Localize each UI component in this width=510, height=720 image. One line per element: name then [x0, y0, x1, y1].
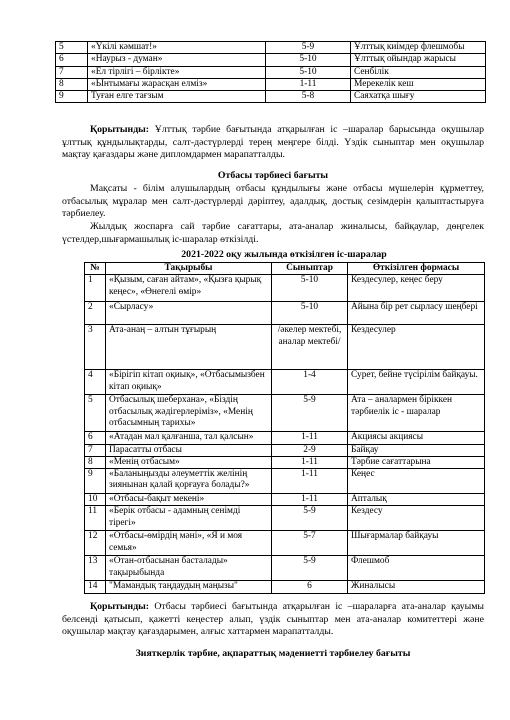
events-table-continued-body	[56, 42, 486, 103]
conclusion-text: Отбасы тәрбиесі бағытында атқарылған іс –шараларға ата-аналар қауымы белсенді қатысып, қажетті кеңестер алып, үздік сыныптар мен ата-аналар комитеттері және оқушылар мақтау қағаздарымен, алғыс хаттармен марапатталды.	[62, 601, 484, 637]
event-title: «Ынтымағы жарасқан елміз»	[88, 78, 266, 90]
event-title: "Мамандық таңдаудың маңызы"	[106, 581, 272, 593]
row-number: 11	[85, 506, 106, 531]
event-title: «Менің отбасым»	[106, 456, 272, 468]
event-form: Тәрбие сағаттарына	[348, 456, 485, 468]
table-row	[85, 325, 485, 370]
event-title: «Атадан мал қалғанша, тал қалсын»	[106, 432, 272, 444]
row-number: 1	[85, 275, 106, 302]
grade-range: 1-11	[272, 469, 348, 494]
section-title-intellectual	[62, 648, 484, 661]
event-form: Ұлттық ойындар жарысы	[351, 54, 486, 66]
grade-range: 5-9	[272, 506, 348, 531]
table-row	[85, 556, 485, 581]
event-form: Сенбілік	[351, 66, 486, 78]
table-row	[85, 531, 485, 556]
section-title-family-text: Отбасы тәрбиесі бағыты	[217, 170, 329, 181]
table-row	[85, 456, 485, 468]
row-number: 2	[85, 302, 106, 325]
row-number: 14	[85, 581, 106, 593]
event-form: Сурет, бейне түсірілім байқауы.	[348, 370, 485, 395]
row-number: 10	[85, 494, 106, 506]
table-header-row	[85, 263, 485, 275]
table-row	[85, 395, 485, 432]
grade-range: 1-11	[272, 456, 348, 468]
event-form: Апталық	[348, 494, 485, 506]
header-title: Тақырыбы	[106, 263, 272, 275]
grade-range: 5-7	[272, 531, 348, 556]
event-title: Отбасылық шеберхана», «Біздің отбасылық жәдігерлеріміз», «Менің отбасымның тарихы»	[106, 395, 272, 432]
event-form: Шығармалар байқауы	[348, 531, 485, 556]
section-title-intellectual-text: Зияткерлік тәрбие, ақпараттық мәдениетті тәрбиелеу бағыты	[135, 648, 411, 659]
table-row	[56, 54, 486, 66]
table-row	[85, 581, 485, 593]
events-table-continued	[55, 41, 486, 103]
event-title: «Үкілі кәмшат!»	[88, 42, 266, 54]
table-row	[85, 275, 485, 302]
table-row	[85, 302, 485, 325]
table-row	[56, 78, 486, 90]
event-title: Парасатты отбасы	[106, 444, 272, 456]
row-number: 5	[56, 42, 88, 54]
row-number: 9	[85, 469, 106, 494]
table-row	[85, 370, 485, 395]
header-no: №	[85, 263, 106, 275]
grade-range: 1-11	[272, 432, 348, 444]
event-title: «Берік отбасы - адамның сенімді тірегі»	[106, 506, 272, 531]
grade-range: 6	[272, 581, 348, 593]
row-number: 7	[85, 444, 106, 456]
row-number: 8	[56, 78, 88, 90]
section-title-family	[62, 170, 484, 183]
table-title	[84, 249, 484, 262]
grade-range: 5-9	[272, 556, 348, 581]
grade-range: 5-10	[272, 302, 348, 325]
event-form: Кездесулер	[348, 325, 485, 370]
row-number: 8	[85, 456, 106, 468]
grade-range: 5-10	[272, 275, 348, 302]
family-events-table	[84, 262, 485, 594]
event-form: Айына бір рет сырласу шеңбері	[348, 302, 485, 325]
table-row	[56, 66, 486, 78]
header-form: Өткізілген формасы	[348, 263, 485, 275]
table-row	[85, 432, 485, 444]
grade-range: 5-10	[266, 54, 351, 66]
purpose-paragraph: Мақсаты - білім алушылардың отбасы құндылығы және отбасы мүшелерін құрметтеу, отбасылық мұралар мен салт-дәстүрлерді дәріптеу, адалдық, достық сезімдерін қалыптастыруға тәрбиелеу.	[62, 183, 484, 219]
row-number: 4	[85, 370, 106, 395]
event-form: Ата – аналармен біріккен тәрбиелік іс - шаралар	[348, 395, 485, 432]
event-title: «Бірігіп кітап оқиық», «Отбасымызбен кітап оқиық»	[106, 370, 272, 395]
grade-range: 5-10	[266, 66, 351, 78]
event-form: Кеңес	[348, 469, 485, 494]
conclusion-label: Қорытынды:	[90, 124, 150, 135]
event-form: Акциясы акциясы	[348, 432, 485, 444]
event-form: Ұлттық киімдер флешмобы	[351, 42, 486, 54]
conclusion-label: Қорытынды:	[90, 601, 150, 612]
table-row	[85, 444, 485, 456]
table-row	[85, 469, 485, 494]
event-form: Кездесу	[348, 506, 485, 531]
grade-range: 1-11	[272, 494, 348, 506]
event-title: «Сырласу»	[106, 302, 272, 325]
grade-range: 1-11	[266, 78, 351, 90]
row-number: 7	[56, 66, 88, 78]
row-number: 5	[85, 395, 106, 432]
grade-range: /әкелер мектебі, аналар мектебі/	[272, 325, 348, 370]
row-number: 6	[85, 432, 106, 444]
event-form: Мерекелік кеш	[351, 78, 486, 90]
grade-range: 2-9	[272, 444, 348, 456]
conclusion-text: Ұлттық тәрбие бағытында атқарылған іс –шаралар барысында оқушылар ұлттық құндылықтарды, салт-дәстүрлерді терең меңгере білді. Үздік сыныптар мен оқушылар мақтау қағаздары және дипломдармен марапатталды.	[62, 124, 484, 160]
grade-range: 5-9	[272, 395, 348, 432]
plan-paragraph: Жылдық жоспарға сай тәрбие сағаттары, ата-аналар жиналысы, байқаулар, дөңгелек үстелдер,шығармашылық іс-шаралар өткізілді.	[62, 221, 484, 245]
event-title: Ата-анаң – алтын тұғырың	[106, 325, 272, 370]
grade-range: 1-4	[272, 370, 348, 395]
row-number: 6	[56, 54, 88, 66]
event-form: Флешмоб	[348, 556, 485, 581]
event-title: «Отбасы-өмірдің мәні», «Я и моя семья»	[106, 531, 272, 556]
table-row	[85, 506, 485, 531]
conclusion-family	[62, 601, 484, 639]
grade-range: 5-9	[266, 42, 351, 54]
event-form: Жиналысы	[348, 581, 485, 593]
event-title: «Отбасы-бақыт мекені»	[106, 494, 272, 506]
header-grade: Сыныптар	[272, 263, 348, 275]
event-title: «Баланыңызды әлеуметтік желінің зиянынан қалай қорғауға болады?»	[106, 469, 272, 494]
conclusion-national	[62, 124, 484, 162]
event-title: «Қызым, саған айтам», «Қызға қырық кеңес», «Өнегелі өмір»	[106, 275, 272, 302]
family-events-table-body	[85, 275, 485, 593]
event-title: Туған елге тағзым	[88, 91, 266, 103]
event-title: «Наурыз - думан»	[88, 54, 266, 66]
table-row	[56, 91, 486, 103]
row-number: 3	[85, 325, 106, 370]
row-number: 9	[56, 91, 88, 103]
event-form: Кездесулер, кеңес беру	[348, 275, 485, 302]
table-row	[85, 494, 485, 506]
grade-range: 5-8	[266, 91, 351, 103]
event-title: «Ел тірлігі – бірлікте»	[88, 66, 266, 78]
event-title: «Отан-отбасынан басталады» тақырыбында	[106, 556, 272, 581]
table-title-text: 2021-2022 оқу жылында өткізілген іс-шаралар	[181, 249, 387, 260]
row-number: 13	[85, 556, 106, 581]
event-form: Саяхатқа шығу	[351, 91, 486, 103]
table-row	[56, 42, 486, 54]
row-number: 12	[85, 531, 106, 556]
event-form: Байқау	[348, 444, 485, 456]
